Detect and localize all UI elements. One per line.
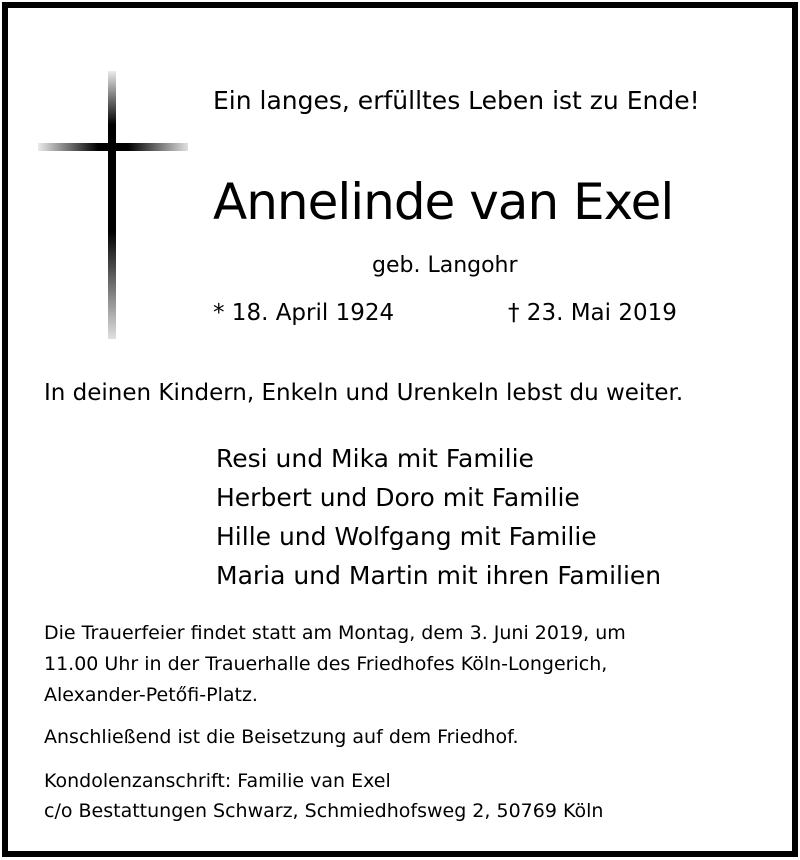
death-date: † 23. Mai 2019 <box>508 300 677 326</box>
deceased-name: Annelinde van Exel <box>213 173 674 231</box>
heading: Ein langes, erfülltes Leben ist zu Ende! <box>213 86 700 115</box>
obituary-frame <box>2 2 798 857</box>
condolence-line: Kondolenzanschrift: Familie van Exel <box>44 770 391 792</box>
mourner-line: Hille und Wolfgang mit Familie <box>216 522 597 551</box>
mourner-line: Maria und Martin mit ihren Familien <box>216 561 662 590</box>
ceremony-line: 11.00 Uhr in der Trauerhalle des Friedhofes Köln-Longerich, <box>44 653 608 675</box>
burial-note: Anschließend ist die Beisetzung auf dem Friedhof. <box>44 726 519 748</box>
motto: In deinen Kindern, Enkeln und Urenkeln lebst du weiter. <box>44 380 684 406</box>
birth-date: * 18. April 1924 <box>213 300 395 326</box>
condolence-line: c/o Bestattungen Schwarz, Schmiedhofsweg 2, 50769 Köln <box>44 800 604 822</box>
mourner-line: Resi und Mika mit Familie <box>216 444 534 473</box>
cross-icon <box>38 71 188 339</box>
birth-name: geb. Langohr <box>372 253 518 278</box>
ceremony-line: Die Trauerfeier findet statt am Montag, dem 3. Juni 2019, um <box>44 622 626 644</box>
ceremony-line: Alexander-Petőfi-Platz. <box>44 684 258 706</box>
mourner-line: Herbert und Doro mit Familie <box>216 483 580 512</box>
